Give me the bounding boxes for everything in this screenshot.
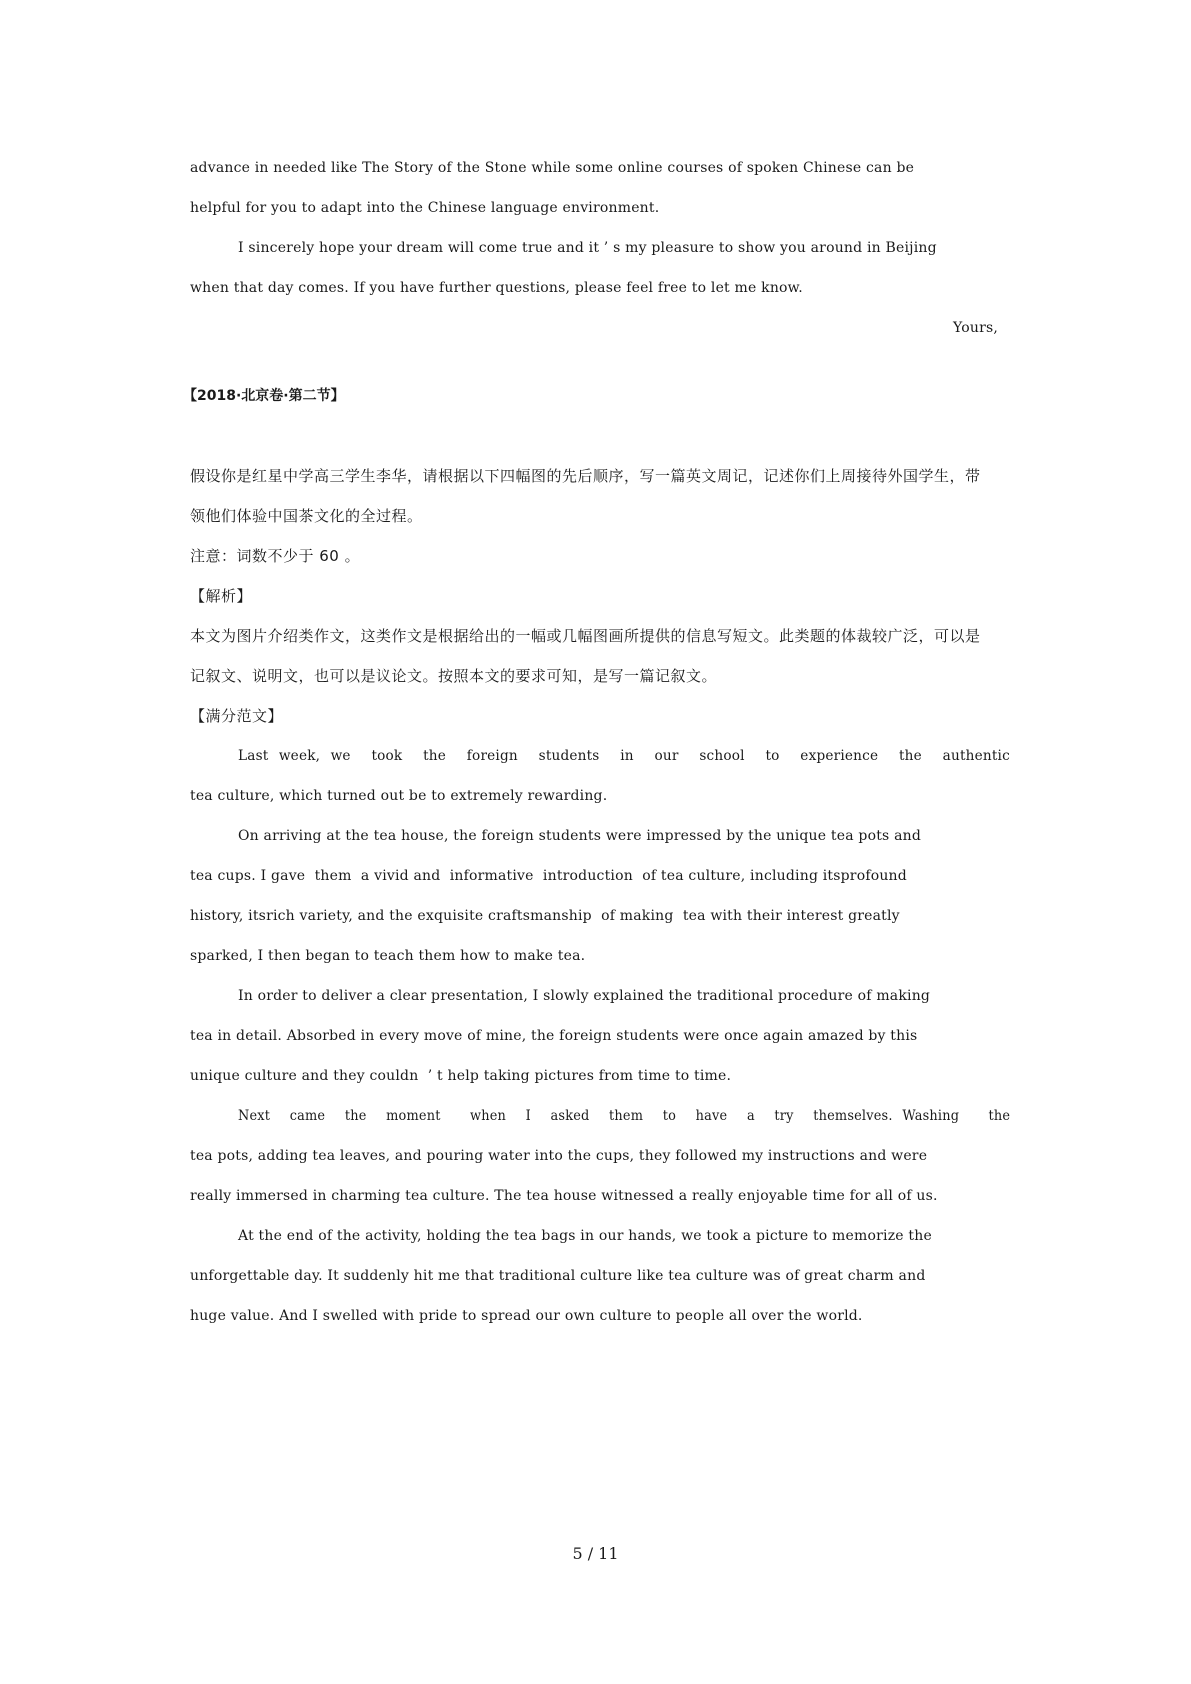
analysis-line-1: 本文为图片介绍类作文，这类作文是根据给出的一幅或几幅图画所提供的信息写短文。此类题的体裁较广泛，可以是 xyxy=(190,627,981,645)
essay-p5-line-3: huge value. And I swelled with pride to spread our own culture to people all over the world. xyxy=(190,1308,863,1324)
page-number: 5 / 11 xyxy=(572,1544,619,1563)
essay-p5-line-2: unforgettable day. It suddenly hit me that traditional culture like tea culture was of great charm and xyxy=(190,1268,926,1284)
prompt-line-2: 领他们体验中国茶文化的全过程。 xyxy=(190,507,423,525)
essay-p4-line-1: Next came the moment when I asked them to have a try themselves. Washing the xyxy=(238,1108,1011,1124)
essay-p1-line-1: Last week, we took the foreign students in our school to experience the authentic xyxy=(238,748,1010,764)
letter-line-1: advance in needed like The Story of the Stone while some online courses of spoken Chinese can be xyxy=(190,160,915,176)
prompt-line-1: 假设你是红星中学高三学生李华，请根据以下四幅图的先后顺序，写一篇英文周记，记述你们上周接待外国学生，带 xyxy=(190,467,981,485)
essay-p3-line-2: tea in detail. Absorbed in every move of mine, the foreign students were once again amazed by this xyxy=(190,1028,918,1044)
letter-line-4: when that day comes. If you have further questions, please feel free to let me know. xyxy=(190,280,803,296)
letter-line-3: I sincerely hope your dream will come true and it ’ s my pleasure to show you around in Beijing xyxy=(238,240,937,256)
essay-p2-line-2: tea cups. I gave them a vivid and informative introduction of tea culture, including itsprofound xyxy=(190,868,907,884)
letter-closing: Yours, xyxy=(953,320,998,336)
essay-p4-line-2: tea pots, adding tea leaves, and pouring water into the cups, they followed my instructions and were xyxy=(190,1148,928,1164)
letter-line-2: helpful for you to adapt into the Chinese language environment. xyxy=(190,200,660,216)
essay-p2-line-1: On arriving at the tea house, the foreign students were impressed by the unique tea pots and xyxy=(238,828,921,844)
essay-p3-line-3: unique culture and they couldn ’ t help taking pictures from time to time. xyxy=(190,1068,732,1084)
essay-p2-line-3: history, itsrich variety, and the exquisite craftsmanship of making tea with their interest greatly xyxy=(190,908,900,924)
essay-p1-line-2: tea culture, which turned out be to extremely rewarding. xyxy=(190,788,608,804)
model-essay-label: 【满分范文】 xyxy=(190,707,284,725)
essay-p4-line-3: really immersed in charming tea culture. The tea house witnessed a really enjoyable time for all of us. xyxy=(190,1188,938,1204)
essay-p2-line-4: sparked, I then began to teach them how to make tea. xyxy=(190,948,586,964)
analysis-line-2: 记叙文、说明文，也可以是议论文。按照本文的要求可知，是写一篇记叙文。 xyxy=(190,667,718,685)
section-heading: 【2018·北京卷·第二节】 xyxy=(183,388,345,404)
word-count-note: 注意：词数不少于 60 。 xyxy=(190,547,361,565)
essay-p5-line-1: At the end of the activity, holding the tea bags in our hands, we took a picture to memorize the xyxy=(238,1228,932,1244)
essay-p3-line-1: In order to deliver a clear presentation, I slowly explained the traditional procedure of making xyxy=(238,988,931,1004)
analysis-label: 【解析】 xyxy=(190,587,253,605)
